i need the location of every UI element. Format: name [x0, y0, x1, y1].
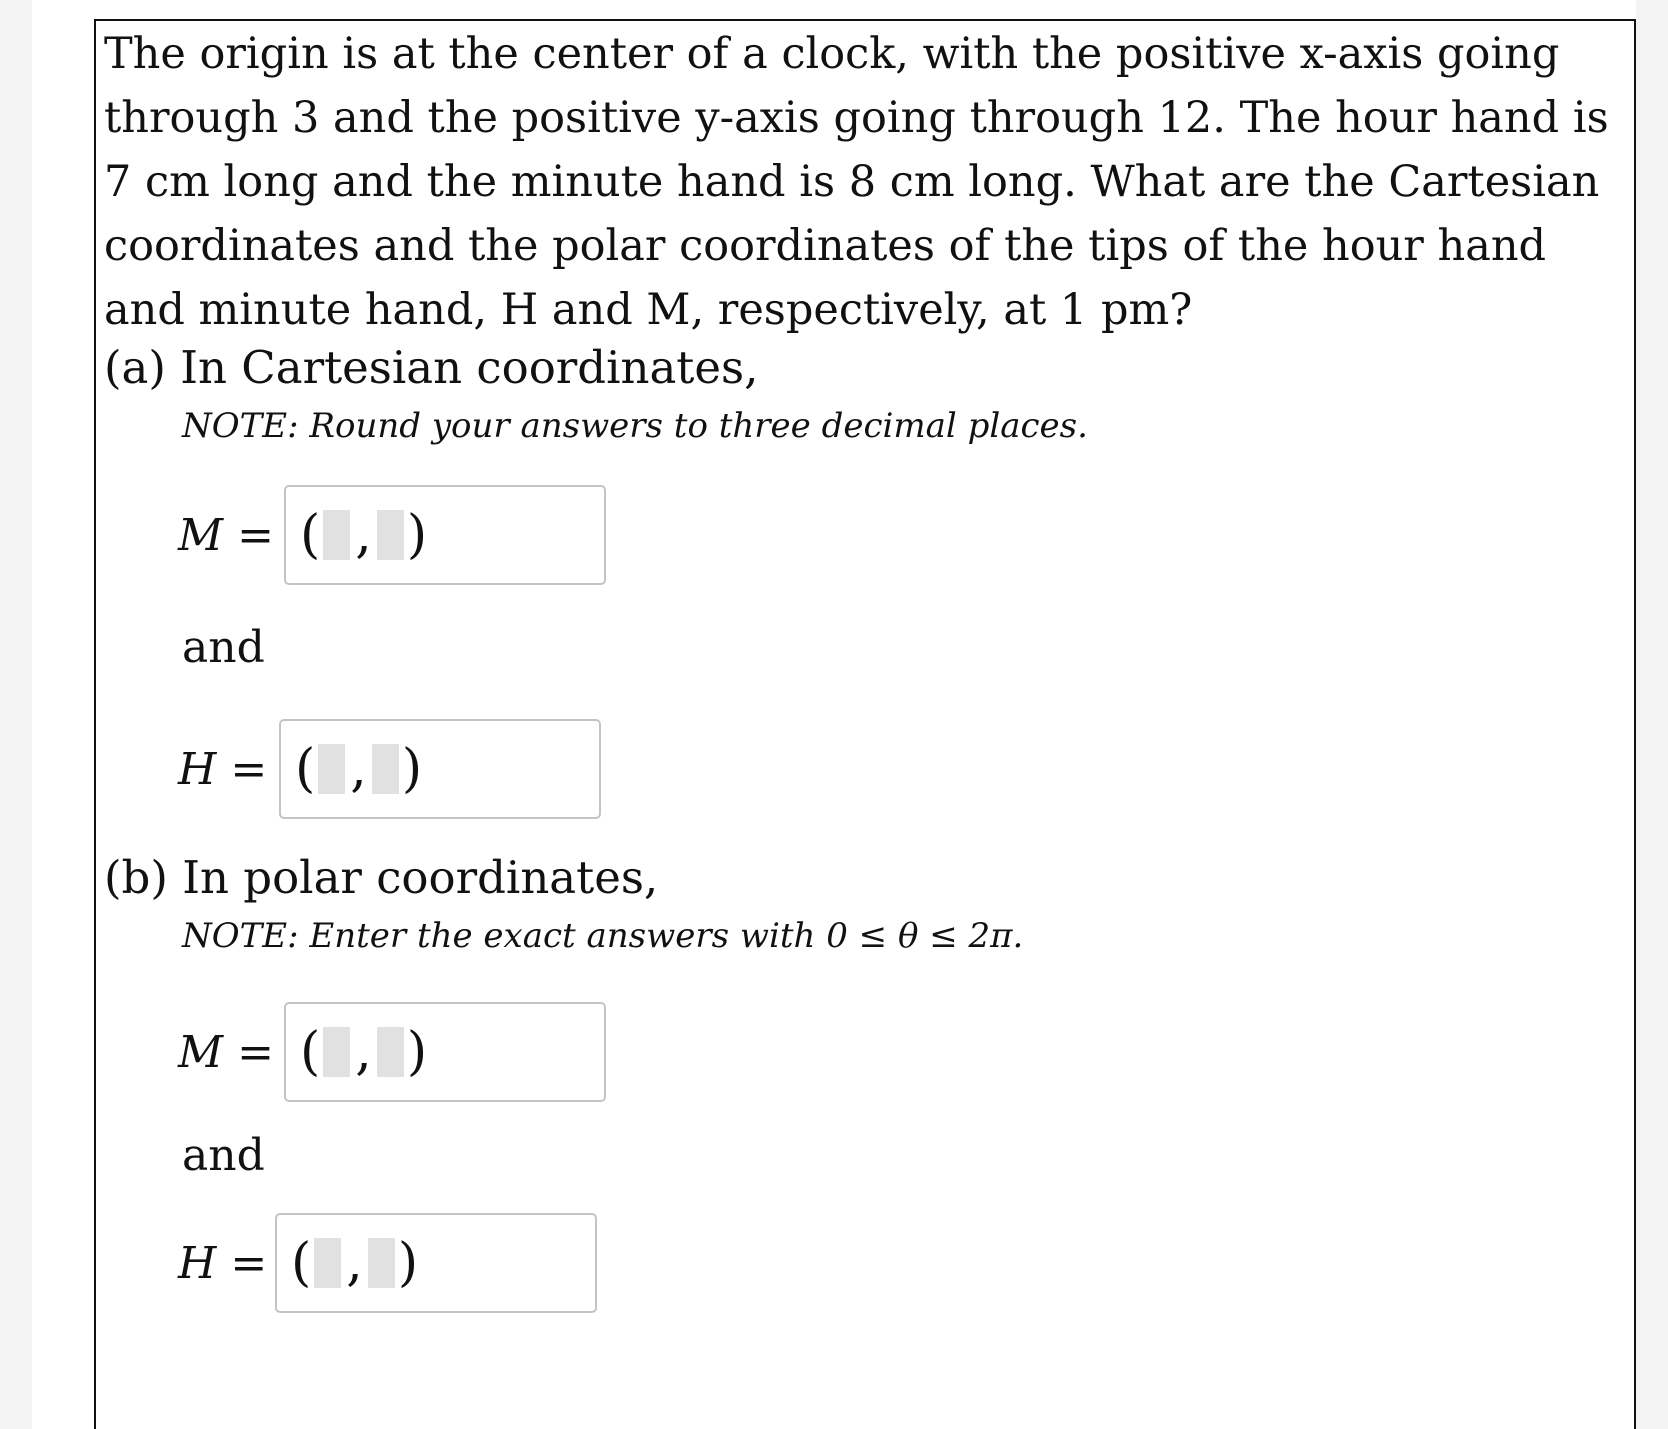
- problem-statement: The origin is at the center of a clock, with the positive x-axis going through 3 and the positive y-axis going through 12. The hour hand is 7 cm long and the minute hand is 8 cm long. What are the Cartesian coordinates and the polar coordinates of the tips of the hour hand and minute hand, H and M, respectively, at 1 pm?: [104, 29, 1609, 335]
- part-b-m-symbol: M: [178, 1027, 224, 1078]
- close-paren: ): [401, 739, 423, 799]
- comma: ,: [355, 505, 372, 565]
- part-b-h-answer-box: [275, 1213, 597, 1313]
- part-b-m-label: [178, 1025, 274, 1081]
- comma: ,: [346, 1233, 363, 1293]
- close-paren: ): [406, 1022, 428, 1082]
- part-b-heading: (b) In polar coordinates,: [104, 851, 659, 904]
- part-b-m-answer-box: [284, 1002, 606, 1102]
- part-b-note: NOTE: Enter the exact answers with 0 ≤ θ ≤ 2π.: [182, 916, 1024, 956]
- open-paren: (: [295, 739, 316, 799]
- part-a-m-symbol: M: [178, 510, 224, 561]
- part-a-m-answer-box: [284, 485, 606, 585]
- part-b-m-theta-input[interactable]: [377, 1027, 404, 1077]
- part-b-h-equals: =: [230, 1238, 268, 1289]
- open-paren: (: [300, 505, 321, 565]
- open-paren: (: [300, 1022, 321, 1082]
- part-a-h-y-input[interactable]: [372, 744, 399, 794]
- comma: ,: [350, 739, 367, 799]
- part-b-h-r-input[interactable]: [314, 1238, 341, 1288]
- part-b-m-r-input[interactable]: [323, 1027, 350, 1077]
- part-a-h-symbol: H: [178, 744, 217, 795]
- close-paren: ): [397, 1233, 419, 1293]
- part-a-and: and: [182, 622, 265, 673]
- part-a-m-label: [178, 508, 274, 564]
- part-a-m-x-input[interactable]: [323, 510, 350, 560]
- part-a-h-equals: =: [230, 744, 268, 795]
- part-a-m-y-input[interactable]: [377, 510, 404, 560]
- part-a-m-equals: =: [237, 510, 274, 561]
- comma: ,: [355, 1022, 372, 1082]
- close-paren: ): [406, 505, 428, 565]
- part-a-h-x-input[interactable]: [318, 744, 345, 794]
- part-a-h-label: [178, 742, 267, 798]
- part-b-h-theta-input[interactable]: [368, 1238, 395, 1288]
- part-a-heading: (a) In Cartesian coordinates,: [104, 341, 759, 394]
- part-b-h-label: [178, 1236, 267, 1292]
- part-a-note: NOTE: Round your answers to three decimal places.: [182, 406, 1088, 446]
- part-b-m-equals: =: [237, 1027, 274, 1078]
- page: [32, 0, 1636, 1429]
- part-b-h-symbol: H: [178, 1238, 217, 1289]
- part-a-h-answer-box: [279, 719, 601, 819]
- part-b-and: and: [182, 1130, 265, 1181]
- open-paren: (: [291, 1233, 312, 1293]
